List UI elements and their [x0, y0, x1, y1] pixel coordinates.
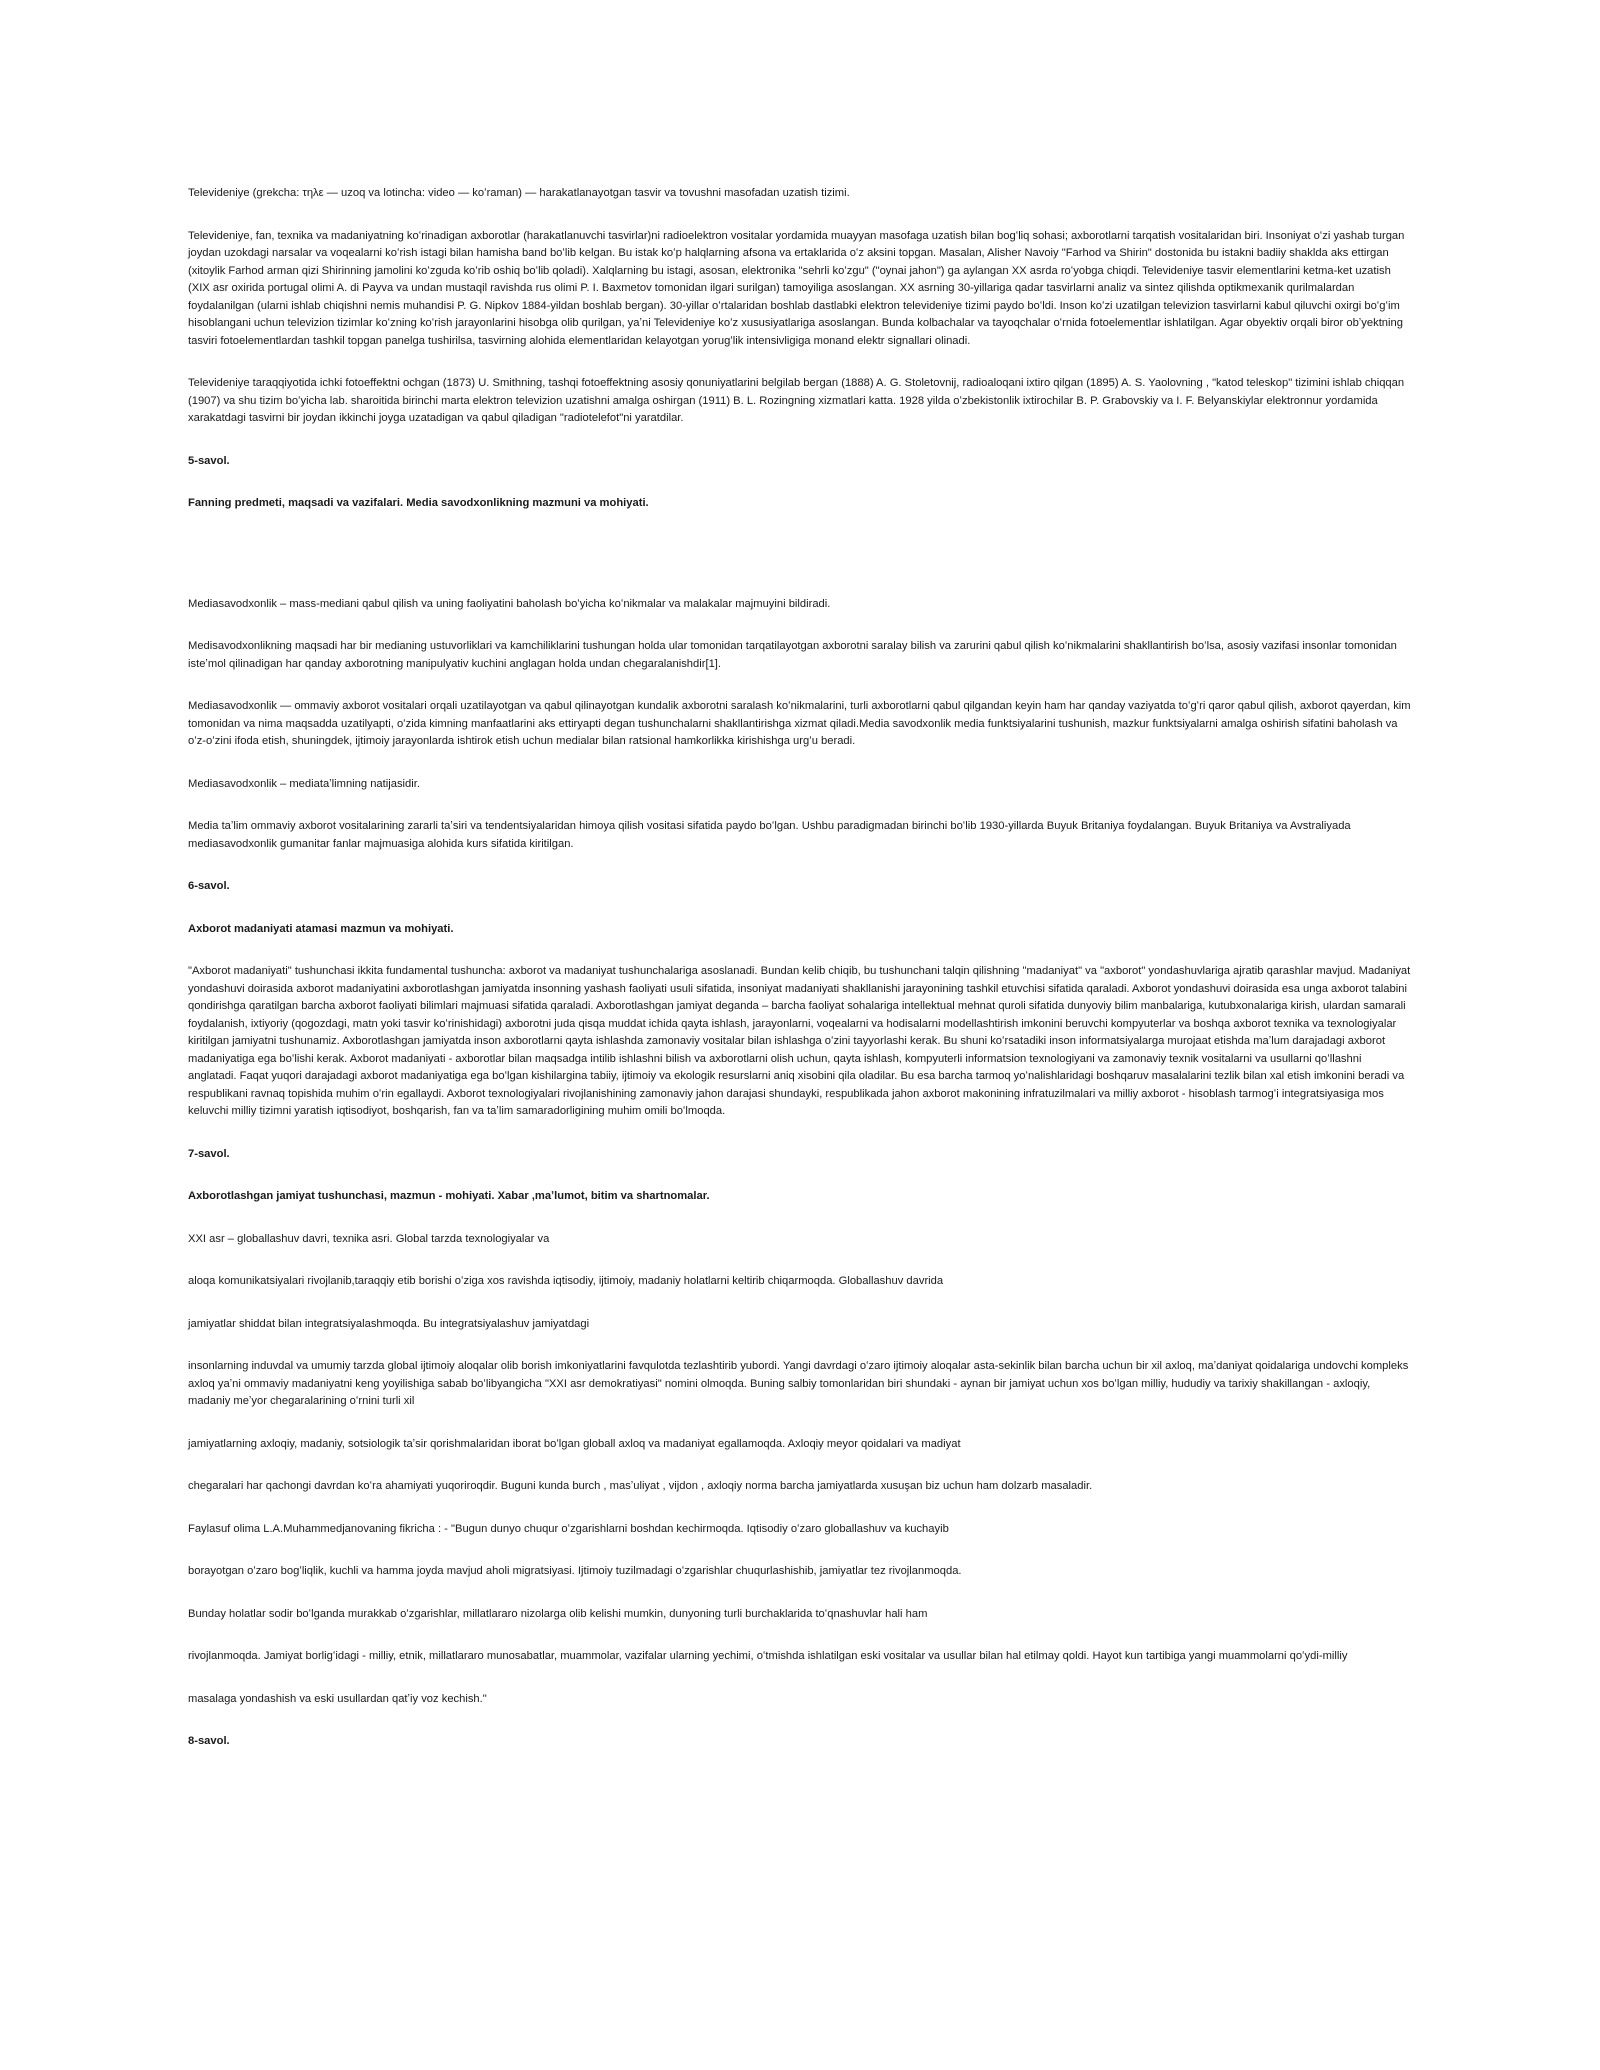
paragraph-globallashuv-6: chegaralari har qachongi davrdan koʻra ahamiyati yuqoriroqdir. Buguni kunda burch , masʼuliyat , vijdon , axloqiy norma barcha jamiyatlarda xusuşan biz uchun ham dolzarb masaladir.: [188, 1480, 1093, 1492]
spacer: [188, 538, 1412, 596]
paragraph-quote-4: rivojlanmoqda. Jamiyat borligʻidagi - milliy, etnik, millatlararo munosabatlar, muammolar, vazifalar ularning yechimi, oʻtmishda ishlatilgan eski vositalar va usullar bilan hal etilmay qoldi. Hayot kun tartibiga yangi muammolarni qoʻydi-milliy: [188, 1650, 1348, 1662]
question-8-heading: 8-savol.: [188, 1735, 230, 1747]
question-6-title: Axborot madaniyati atamasi mazmun va mohiyati.: [188, 922, 454, 935]
paragraph-quote-1: Faylasuf olima L.A.Muhammedjanovaning fikricha : - "Bugun dunyo chuqur oʻzgarishlarni boshdan kechirmoqda. Iqtisodiy oʻzaro globallashuv va kuchayib: [188, 1522, 949, 1535]
paragraph-mediatalim-result: Mediasavodxonlik – mediataʼlimning natijasidir.: [188, 777, 420, 790]
paragraph-mediasavodxonlik-desc: Mediasavodxonlik — ommaviy axborot vositalari orqali uzatilayotgan va qabul qilinayotgan kundalik axborotni saralash koʻnikmalarini, turli axborotlarni qabul qilgandan keyin ham har qanday vaziyatda toʻgʻri qaror qabul qilish, axborot qayerdan, kim tomonidan va nima maqsadda uzatilyapti, oʻzida kimning manfaatlarini aks ettiryapti degan tushunchalarni shakllantirishga xizmat qiladi.Media savodxonlik media funktsiyalarini tushunish, mazkur funktsiyalarni amalga oshirish sifatini baholash va oʻz-oʻzini ifoda etish, shuningdek, ijtimoiy jarayonlarda ishtirok etish uchun medialar bilan ratsional hamkorlikka kirishishga urgʻu beradi.: [188, 700, 1411, 747]
paragraph-globallashuv-1: XXI asr – globallashuv davri, texnika asri. Global tarzda texnologiyalar va: [188, 1232, 550, 1245]
paragraph-quote-3: Bunday holatlar sodir boʻlganda murakkab oʻzgarishlar, millatlararo nizolarga olib kelishi mumkin, dunyoning turli burchaklarida toʻqnashuvlar hali ham: [188, 1607, 928, 1620]
question-6-heading: 6-savol.: [188, 880, 230, 892]
paragraph-history: Televideniye taraqqiyotida ichki fotoeffektni ochgan (1873) U. Smithning, tashqi fotoeffektning asosiy qonuniyatlarini belgilab bergan (1888) A. G. Stoletovnij, radioaloqani ixtiro qilgan (1895) A. S. Yaolovning , "katod teleskop" tizimini ishlab chiqqan (1907) va shu tizim boʻyicha lab. sharoitida birinchi marta elektron televizion uzatishni amalga oshirgan (1911) B. L. Rozingning xizmatlari katta. 1928 yilda oʻzbekistonlik ixtirochilar B. P. Grabovskiy va I. F. Belyanskiylar elektronnur yordamida xarakatdagi tasvirni bir joydan ikkinchi joyga uzatadigan va qabul qiladigan "radiotelefot"ni yaratdilar.: [188, 377, 1405, 424]
paragraph-quote-5: masalaga yondashish va eski usullardan qatʼiy voz kechish.": [188, 1692, 487, 1705]
question-5-heading: 5-savol.: [188, 454, 230, 467]
paragraph-mediasavodxonlik-goal: Medisavodxonlikning maqsadi har bir medianing ustuvorliklari va kamchiliklarini tushungan holda ular tomonidan tarqatilayotgan axborotni saralay bilish va zarurini qabul qilish koʻnikmalarini shakllantirish boʻlsa, asosiy vazifasi insonlar tomonidan isteʼmol qilinadigan har qanday axborotning manipulyativ kuchini anglagan holda undan chegaralanishdir[1].: [188, 640, 1397, 670]
paragraph-axborot-madaniyati: "Axborot madaniyati" tushunchasi ikkita fundamental tushuncha: axborot va madaniyat tushunchalariga asoslanadi. Bundan kelib chiqib, bu tushunchani talqin qilishning "madaniyat" va "axborot" yondashuvlariga ajratib qarashlar mavjud. Madaniyat yondashuvi doirasida axborot madaniyatini axborotlashgan jamiyatda insonning yashash faoliyati usuli sifatida, insoniyat madaniyati shakllanishi jarayonining tashkil etuvchisi sifatida qaraladi. Axborot yondashuvi doirasida esa unga axborot talabini qondirishga qaratilgan barcha axborot faoliyati bilimlari majmuasi sifatida qaraladi. Axborotlashgan jamiyat deganda – barcha faoliyat sohalariga intellektual mehnat quroli sifatida dunyoviy bilim manbalariga, kutubxonalariga kirish, ulardan samarali foydalanish, ixtiyoriy (qogozdagi, matn yoki tasvir koʻrinishidagi) axborotni juda qisqa muddat ichida qayta ishlash, jarayonlarni, voqealarni va hodisalarni modellashtirish imkonini beruvchi kompyuterlar va boshqa axborot texnika va texnologiyalar kiritilgan jamiyatni tushunamiz. Axborotlashgan jamiyatda inson axborotlarni qayta ishlashda zamonaviy vositalar bilan ishlashga oʻzini tayyorlashi kerak. Bu shuni koʻrsatadiki inson informatsiyalarga murojaat etishda maʼlum darajadagi axborot madaniyatiga ega boʻlishi kerak. Axborot madaniyati - axborotlar bilan maqsadga intilib ishlashni bilish va axborotlarni olish uchun, qayta ishlash, kompyuterli informatsion texnologiyani va zamonaviy texnik vositalarni va usullarni qoʻllashni anglatadi. Faqat yuqori darajadagi axborot madaniyatiga ega boʻlgan kishilargina tabiiy, ijtimoiy va ekologik resurslarni aniq xisobini qila oladilar. Bu esa barcha tarmoq yoʻnalishlaridagi boshqaruv masalalarini tezlik bilan xal etish imkonini beradi va respublikani ravnaq topishida muhim oʻrin egallaydi. Axborot texnologiyalari rivojlanishining zamonaviy jahon darajasi shundayki, respublikada jahon axborot makonining infratuzilmalari va milliy axborot - hisoblash tarmogʻi integratsiyasiga mos keluvchi milliy tizimni yaratish iqtisodiyot, boshqarish, fan va taʼlim samaradorligining muhim omili boʻlmoqda.: [188, 965, 1411, 1117]
question-7-title: Axborotlashgan jamiyat tushunchasi, mazmun - mohiyati. Xabar ,maʼlumot, bitim va shartnomalar.: [188, 1190, 710, 1202]
paragraph-globallashuv-2: aloqa komunikatsiyalari rivojlanib,taraqqiy etib borishi oʻziga xos ravishda iqtisodiy, ijtimoiy, madaniy holatlarni keltirib chiqarmoqda. Globallashuv davrida: [188, 1275, 944, 1287]
paragraph-mediatalim-history: Media taʼlim ommaviy axborot vositalarining zararli taʼsiri va tendentsiyalaridan himoya qilish vositasi sifatida paydo boʻlgan. Ushbu paradigmadan birinchi boʻlib 1930-yillarda Buyuk Britaniya foydalangan. Buyuk Britaniya va Avstraliyada mediasavodxonlik gumanitar fanlar majmuasiga alohida kurs sifatida kiritilgan.: [188, 820, 1351, 850]
paragraph-quote-2: borayotgan oʻzaro bogʻliqlik, kuchli va hamma joyda mavjud aholi migratsiyasi. Ijtimoiy tuzilmadagi oʻzgarishlar chuqurlashishib, jamiyatlar tez rivojlanmoqda.: [188, 1565, 962, 1577]
question-7-heading: 7-savol.: [188, 1147, 230, 1160]
paragraph-globallashuv-3: jamiyatlar shiddat bilan integratsiyalashmoqda. Bu integratsiyalashuv jamiyatdagi: [188, 1317, 590, 1330]
paragraph-globallashuv-5: jamiyatlarning axloqiy, madaniy, sotsiologik taʼsir qorishmalaridan iborat boʻlgan globall axloq va madaniyat egallamoqda. Axloqiy meyor qoidalari va madiyat: [188, 1437, 961, 1450]
paragraph-mediasavodxonlik-def: Mediasavodxonlik – mass-mediani qabul qilish va uning faoliyatini baholash boʻyicha koʻnikmalar va malakalar majmuyini bildiradi.: [188, 597, 831, 610]
paragraph-definition: Televideniye, fan, texnika va madaniyatning koʻrinadigan axborotlar (harakatlanuvchi tasvirlar)ni radioelektron vositalar yordamida muayyan masofaga uzatish bilan bogʻliq sohasi; axborotlarni tarqatish vositalaridan biri. Insoniyat oʻzi yashab turgan joydan uzokdagi narsalar va voqealarni koʻrish istagi bilan hamisha band boʻlib kelgan. Bu istak koʻp halqlarning afsona va ertaklarida oʻz aksini topgan. Masalan, Alisher Navoiy "Farhod va Shirin" dostonida bu istakni badiiy shaklda aks ettirgan (xitoylik Farhod arman qizi Shirinning jamolini koʻzguda koʻrib oshiq boʻlib qoladi). Xalqlarning bu istagi, asosan, elektronika "sehrli koʻzgu" ("oynai jahon") ga aylangan XX asrda roʻyobga chiqdi. Televideniye tasvir elementlarini ketma-ket uzatish (XIX asr oxirida portugal olimi A. di Payva va undan mustaqil ravishda rus olimi P. I. Baxmetov tomonidan ilgari surilgan) tamoyiliga asoslangan. XX asrning 30-yillariga qadar tasvirlarni analiz va sintez qilishda optikmexanik qurilmalardan foydalanilgan (ularni ishlab chiqishni nemis muhandisi P. G. Nipkov 1884-yildan boshlab bergan). 30-yillar oʻrtalaridan boshlab dastlabki elektron televideniye tizimi paydo boʻldi. Inson koʻzi uzatilgan televizion tasvirlarni kabul qiluvchi oxirgi boʻgʻim hisoblangani uchun televizion tizimlar koʻzning koʻrish jarayonlarini hisobga olib qurilgan, yaʼni Televideniye koʻz xususiyatlariga asoslangan. Bunda kolbachalar va tayoqchalar oʻrnida fotoelementlar ishlatilgan. Agar obyektiv orqali biror obʼyektning tasviri fotoelementlardan tashkil topgan panelga tushirilsa, tasvirning alohida elementlaridan kelayotgan yorugʻlik intensivligiga monand elektr signallari olinadi.: [188, 229, 1405, 347]
paragraph-globallashuv-4: insonlarning induvdal va umumiy tarzda global ijtimoiy aloqalar olib borish imkoniyatlarini favqulotda tezlashtirib yubordi. Yangi davrdagi oʻzaro ijtimoiy aloqalar asta-sekinlik bilan barcha uchun bir xil axloq, maʼdaniyat qoidalariga undovchi kompleks axloq yaʼni ommaviy madaniyatni keng yoyilishiga sabab boʻlibyangicha "XXI asr demokratiyasi" nomini olmoqda. Buning salbiy tomonlaridan biri shundaki - aynan bir jamiyat uchun xos boʻlgan milliy, hududiy va tarixiy shakillangan - axloqiy, madaniy meʼyor chegaralarining oʻrnini turli xil: [188, 1360, 1409, 1407]
question-5-title: Fanning predmeti, maqsadi va vazifalari. Media savodxonlikning mazmuni va mohiyati.: [188, 497, 649, 509]
paragraph-intro: Televideniye (grekcha: τηλε — uzoq va lotincha: video — koʻraman) — harakatlanayotgan tasvir va tovushni masofadan uzatish tizimi.: [188, 187, 850, 199]
